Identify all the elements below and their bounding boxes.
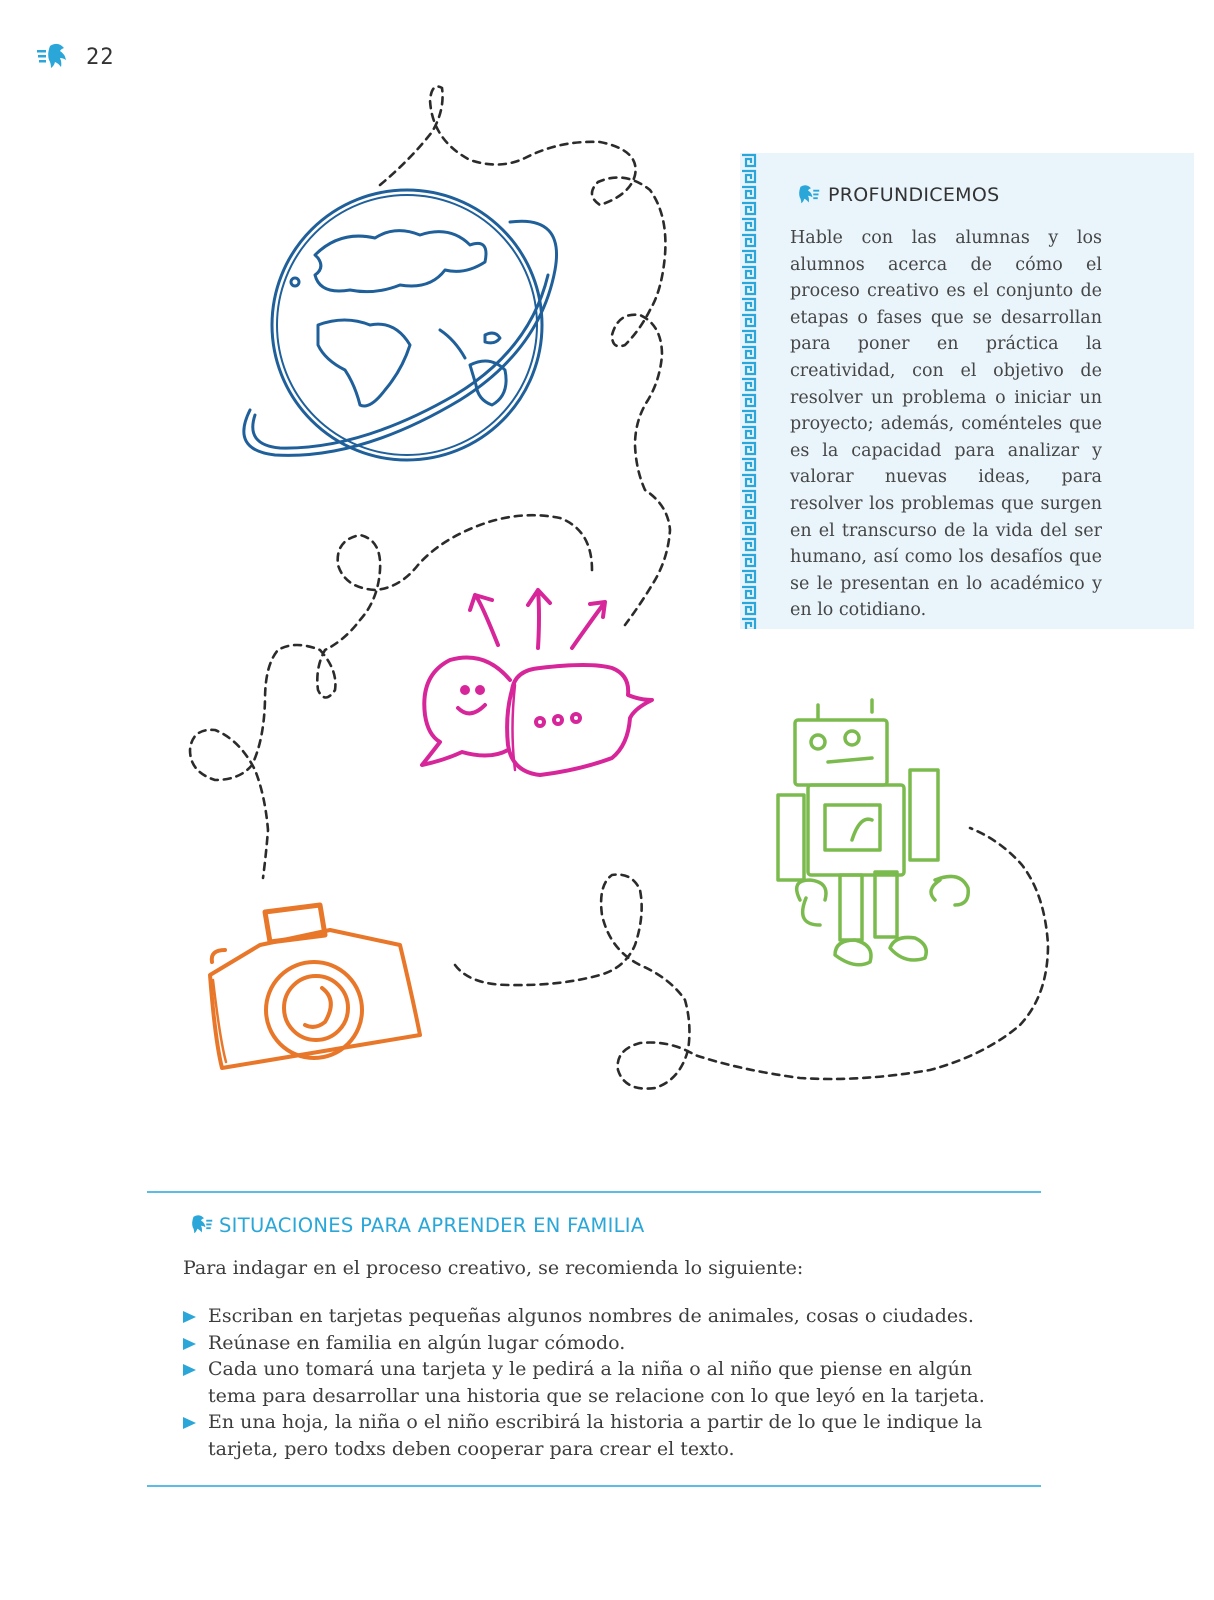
eagle-warrior-icon [183,1213,213,1237]
family-section [147,1191,1041,1487]
profundicemos-box [740,153,1194,629]
page-number: 22 [86,44,115,70]
sidebar-body: Hable con las alumnas y los alumnos acerca de cómo el proceso creativo es el conjunto de etapas o fases que se desarrollan para poner en práctica la creatividad, con el objetivo de resolver un problema o iniciar un proyecto; además, coménteles que es la capacidad para analizar y valorar nuevas ideas, para resolver los problemas que surgen en el transcurso de la vida del ser humano, así como los desafíos que se le presentan en lo académico y en lo cotidiano. [790,228,1102,621]
list-item [183,1356,1023,1409]
speech-bubbles-icon [422,590,652,775]
section-rule-bottom [147,1485,1041,1487]
family-header [183,1213,645,1237]
list-item-text: Reúnase en familia en algún lugar cómodo. [208,1331,626,1354]
sidebar-title: PROFUNDICEMOS [828,184,1000,206]
section-rule-top [147,1191,1041,1193]
list-item [183,1409,1023,1462]
robot-icon [778,700,968,965]
bullet-arrow-icon [183,1311,196,1323]
globe-icon [244,190,557,460]
eagle-warrior-icon [790,183,820,207]
family-intro: Para indagar en el proceso creativo, se recomienda lo siguiente: [183,1257,804,1279]
bullet-arrow-icon [183,1364,196,1376]
list-item-text: Escriban en tarjetas pequeñas algunos nombres de animales, cosas o ciudades. [208,1305,974,1327]
list-item-text: En una hoja, la niña o el niño escribirá la historia a partir de lo que le indique la tarjeta, pero todxs deben cooperar para crear el texto. [208,1411,983,1460]
bullet-arrow-icon [183,1417,196,1429]
camera-icon [210,905,420,1068]
list-item [183,1303,1023,1330]
bullet-arrow-icon [183,1338,196,1350]
family-title: SITUACIONES PARA APRENDER EN FAMILIA [219,1213,645,1237]
list-item [183,1330,1023,1357]
greek-key-border [740,153,758,629]
family-list [183,1303,1023,1462]
list-item-text: Cada uno tomará una tarjeta y le pedirá a la niña o al niño que piense en algún tema para desarrollar una historia que se relacione con lo que leyó en la tarjeta. [208,1358,985,1407]
sidebar-header [790,183,999,207]
